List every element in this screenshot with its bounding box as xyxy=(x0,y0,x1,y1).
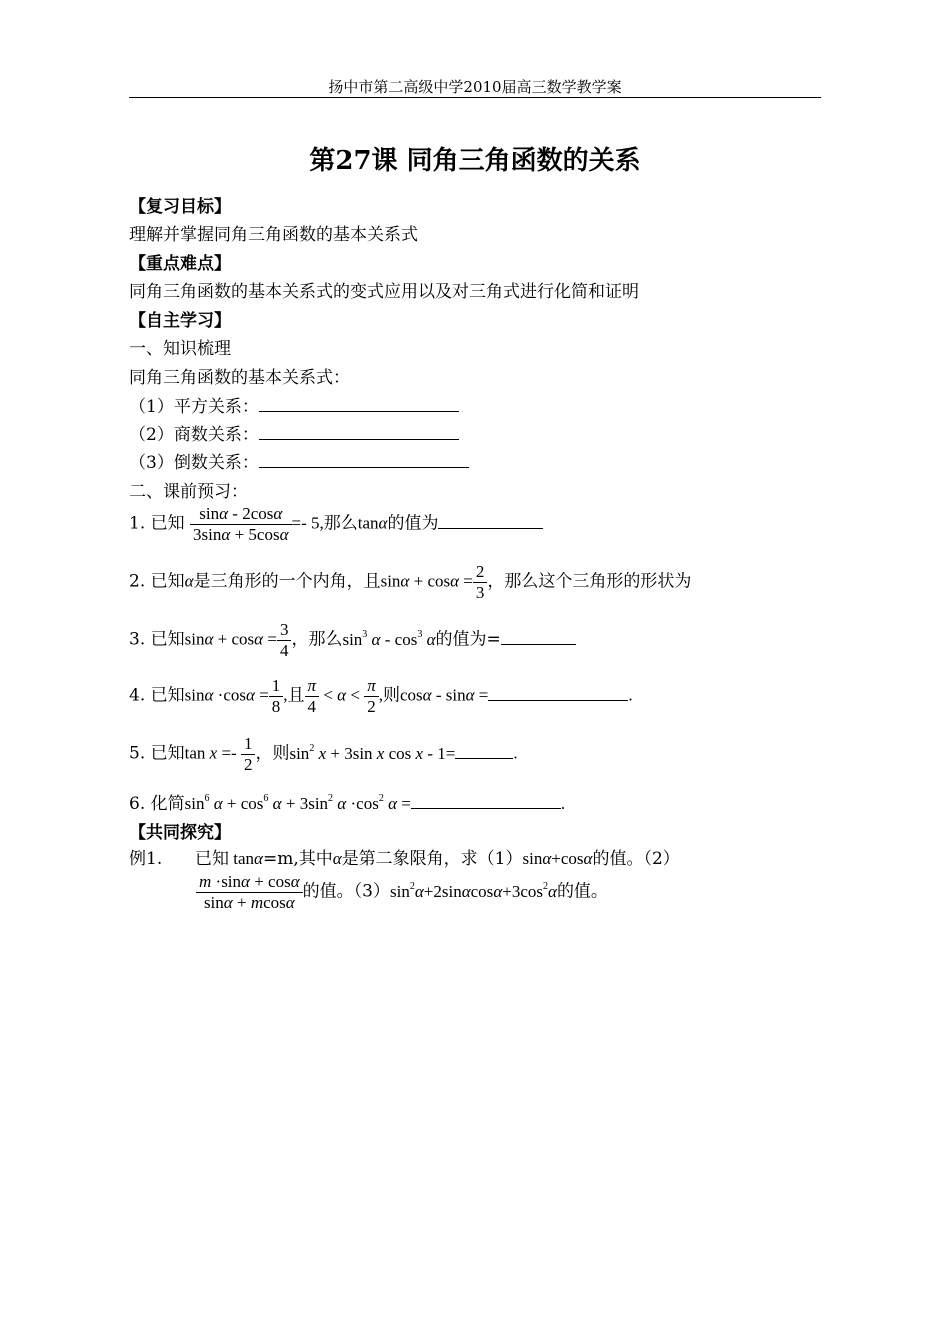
example-1-fraction: $\frac{m \cdot\sin\alpha + \cos\alpha}{\sin\alpha + mcos\alpha}$ xyxy=(196,872,303,912)
problem-6-lead: 化简 xyxy=(150,794,185,814)
problem-2-number: 2. xyxy=(129,571,146,592)
problem-4-lead: 已知 xyxy=(150,685,185,706)
problem-5-lead: 已知 xyxy=(150,743,185,764)
quotient-relation-row xyxy=(129,420,459,445)
example-1-label: 例1. xyxy=(129,849,163,869)
self-study-heading: 【自主学习】 xyxy=(129,311,231,331)
problem-6-number: 6. xyxy=(129,794,146,814)
reciprocal-relation-row xyxy=(129,448,469,473)
knowledge-subheading: 一、知识梳理 xyxy=(129,339,231,359)
example-1-text-e: 的值。（3） xyxy=(302,881,390,902)
reciprocal-relation-label: （3）倒数关系： xyxy=(129,453,259,473)
quotient-relation-label: （2）商数关系： xyxy=(129,425,259,445)
problem-2-text: 是三角形的一个内角，且 xyxy=(193,571,381,592)
problem-4-number: 4. xyxy=(129,685,146,706)
example-1-line-1: 例1. 已知 tanα=m,其中α是第二象限角，求（1）sinα+cosα的值。（2） xyxy=(129,844,680,869)
problem-4-fraction-1: $\frac{1}{8}$ xyxy=(269,676,284,716)
problem-6-blank[interactable] xyxy=(411,807,561,809)
review-goal-heading: 【复习目标】 xyxy=(129,197,231,217)
problem-6: 6. 化简$\sin^6 \alpha + \cos^6 \alpha + 3\sin^2$ $\alpha \cdot\cos^2$ α = . xyxy=(129,793,566,814)
example-1-text-a: 已知 xyxy=(195,849,229,869)
example-1-line-2: $\frac{m \cdot\sin\alpha + \cos\alpha}{\sin\alpha + mcos\alpha}$ 的值。$(3)\sin^2\alpha+2\sin\alpha\cos\alpha+3\cos^2\alpha$的值。 xyxy=(196,872,608,912)
problem-2-lead: 已知 xyxy=(150,571,185,592)
key-points-text: 同角三角函数的基本关系式的变式应用以及对三角式进行化简和证明 xyxy=(129,282,639,302)
preview-subheading: 二、课前预习： xyxy=(129,482,248,502)
problem-4-ze: 则 xyxy=(382,685,400,706)
relations-intro: 同角三角函数的基本关系式： xyxy=(129,368,350,388)
example-1-text-f: 的值。 xyxy=(556,881,608,902)
problem-4: 4. 已知sinα ·cosα = $\frac{1}{8}$ ,且 $\frac{\pi}{4}$ < α < $\frac{\pi}{2}$ ,则cosα - sinα = . xyxy=(129,676,633,716)
square-relation-row xyxy=(129,392,459,417)
problem-1-number: 1. xyxy=(129,513,146,534)
problem-4-blank[interactable] xyxy=(488,699,628,701)
explore-heading: 【共同探究】 xyxy=(129,823,231,843)
problem-4-qie: 且 xyxy=(287,685,305,706)
example-1-text-c: 是第二象限角，求（1） xyxy=(341,849,523,869)
problem-2: 2. 已知α是三角形的一个内角，且sinα + cosα = $\frac{2}{3}$ ，那么这个三角形的形状为 xyxy=(129,562,692,602)
problem-5-fraction: $\frac{1}{2}$ xyxy=(241,734,256,774)
problem-1-fraction: $\frac{\sin\alpha - 2\cos\alpha}{3\sin\alpha + 5\cos\alpha}$ xyxy=(190,504,291,544)
square-relation-label: （1）平方关系： xyxy=(129,397,259,417)
review-goal-text: 理解并掌握同角三角函数的基本关系式 xyxy=(129,225,418,245)
header-rule xyxy=(129,97,821,98)
problem-1-tail: 的值为 xyxy=(387,513,439,534)
reciprocal-relation-blank[interactable] xyxy=(259,466,469,468)
problem-3-tail: 的值为= xyxy=(435,629,501,650)
problem-3-mid: ，那么 xyxy=(291,629,343,650)
problem-5-ze: ，则 xyxy=(255,743,290,764)
problem-1: 1. 已知 $\frac{\sin\alpha - 2\cos\alpha}{3\sin\alpha + 5\cos\alpha}$ =- 5,那么tanα的值为 xyxy=(129,504,543,544)
problem-4-fraction-3: $\frac{\pi}{2}$ xyxy=(364,676,379,716)
problem-1-lead: 已知 xyxy=(150,513,185,534)
problem-4-fraction-2: $\frac{\pi}{4}$ xyxy=(305,676,320,716)
problem-3-fraction: $\frac{3}{4}$ xyxy=(277,620,292,660)
problem-5: 5. 已知tan x =- $\frac{1}{2}$ ，则$\sin^2 x + 3\sin$ x cos x - 1= . xyxy=(129,734,518,774)
problem-3-lead: 已知 xyxy=(150,629,185,650)
problem-2-tail: ，那么这个三角形的形状为 xyxy=(487,571,692,592)
square-relation-blank[interactable] xyxy=(259,410,459,412)
example-1-text-d: 的值。（2） xyxy=(592,849,680,869)
problem-2-fraction: $\frac{2}{3}$ xyxy=(473,562,488,602)
quotient-relation-blank[interactable] xyxy=(259,438,459,440)
problem-3-blank[interactable] xyxy=(501,643,576,645)
key-points-heading: 【重点难点】 xyxy=(129,254,231,274)
problem-1-blank[interactable] xyxy=(438,527,543,529)
problem-3-number: 3. xyxy=(129,629,146,650)
problem-5-blank[interactable] xyxy=(455,757,513,759)
page-header: 扬中市第二高级中学2010届高三数学教学案 xyxy=(328,78,622,96)
problem-3: 3. 已知sinα + cosα = $\frac{3}{4}$ ，那么$\sin^3 \alpha - \cos^3 \alpha$的值为= xyxy=(129,620,576,660)
problem-5-number: 5. xyxy=(129,743,146,764)
problem-1-mid: 那么 xyxy=(323,513,358,534)
page-title: 第27课 同角三角函数的关系 xyxy=(309,146,641,176)
example-1-text-b: =m,其中 xyxy=(262,849,333,869)
